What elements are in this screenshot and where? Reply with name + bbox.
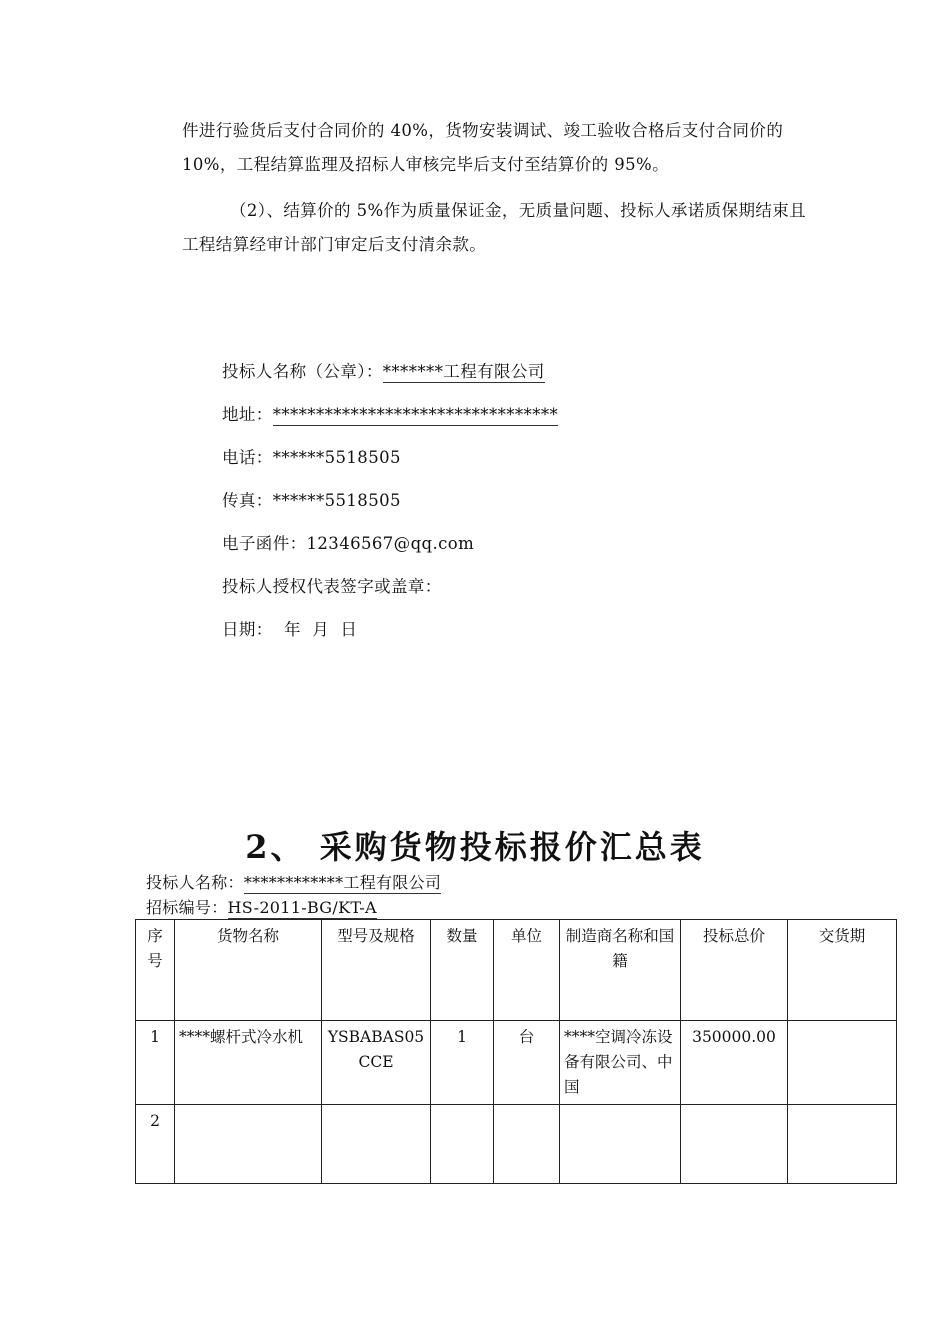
bidder-name-line: [222, 360, 545, 384]
table-cell: 2: [136, 1105, 175, 1184]
table-cell: [322, 1105, 431, 1184]
table-cell: [788, 1021, 897, 1105]
section-bidder-name-line: [146, 872, 441, 894]
date-label: 日期：: [222, 620, 273, 639]
table-header-row: [136, 920, 897, 1021]
table-cell: ****空调冷冻设备有限公司、中国: [560, 1021, 681, 1105]
signature-label: 投标人授权代表签字或盖章：: [222, 577, 442, 596]
section-title: 2、 采购货物投标报价汇总表: [245, 828, 705, 866]
table-row: [136, 1021, 897, 1105]
signature-line: [222, 575, 442, 599]
payment-terms-line2: （2）、结算价的 5%作为质量保证金，无质量问题、投标人承诺质保期结束且工程结算经审计部门审定后支付清余款。: [182, 201, 807, 254]
address-label: 地址：: [222, 405, 273, 424]
section-bidder-name-label: 投标人名称：: [146, 873, 244, 892]
table-cell: 350000.00: [681, 1021, 788, 1105]
header-cell-total-price: 投标总价: [681, 920, 788, 1021]
address-line: [222, 403, 558, 427]
bidder-name-label: 投标人名称（公章）：: [222, 362, 383, 381]
table-cell: [431, 1105, 494, 1184]
phone-label: 电话：: [222, 448, 273, 467]
table-cell: [681, 1105, 788, 1184]
phone-value: ******5518505: [272, 448, 401, 467]
quote-summary-table: [135, 919, 897, 1184]
bid-number-line: [146, 897, 377, 919]
bidder-name-value: *******工程有限公司: [382, 362, 545, 381]
table-cell: [788, 1105, 897, 1184]
header-cell-quantity: 数量: [431, 920, 494, 1021]
table-row: [136, 1105, 897, 1184]
section-bidder-name-value: ************工程有限公司: [243, 873, 442, 892]
fax-value: ******5518505: [272, 491, 401, 510]
table-cell: [560, 1105, 681, 1184]
fax-line: [222, 489, 401, 513]
header-cell-model: 型号及规格: [322, 920, 431, 1021]
header-cell-manufacturer: 制造商名称和国籍: [560, 920, 681, 1021]
bid-number-value: HS-2011-BG/KT-A: [227, 898, 377, 917]
phone-line: [222, 446, 401, 470]
table-cell: ****螺杆式冷水机: [175, 1021, 322, 1105]
email-label: 电子函件：: [222, 534, 307, 553]
payment-terms-line1: 件进行验货后支付合同价的 40%，货物安装调试、竣工验收合格后支付合同价的 10%，工程结算监理及招标人审核完毕后支付至结算价的 95%。: [182, 121, 784, 174]
header-cell-goods-name: 货物名称: [175, 920, 322, 1021]
header-cell-unit: 单位: [494, 920, 560, 1021]
email-value: 12346567@qq.com: [306, 534, 475, 553]
date-line: [222, 618, 357, 642]
table-cell: [494, 1105, 560, 1184]
quality-deposit-paragraph: [182, 194, 812, 262]
bid-number-label: 招标编号：: [146, 898, 228, 917]
table-cell: 1: [431, 1021, 494, 1105]
table-cell: 1: [136, 1021, 175, 1105]
fax-label: 传真：: [222, 491, 273, 510]
table-cell: 台: [494, 1021, 560, 1105]
table-cell: [175, 1105, 322, 1184]
address-value: *********************************: [272, 405, 559, 424]
table-cell: YSBABAS05CCE: [322, 1021, 431, 1105]
email-line: [222, 532, 474, 556]
date-value: 年 月 日: [284, 620, 358, 639]
header-cell-index: 序号: [136, 920, 175, 1021]
payment-terms-paragraph: [182, 114, 812, 182]
header-cell-delivery: 交货期: [788, 920, 897, 1021]
